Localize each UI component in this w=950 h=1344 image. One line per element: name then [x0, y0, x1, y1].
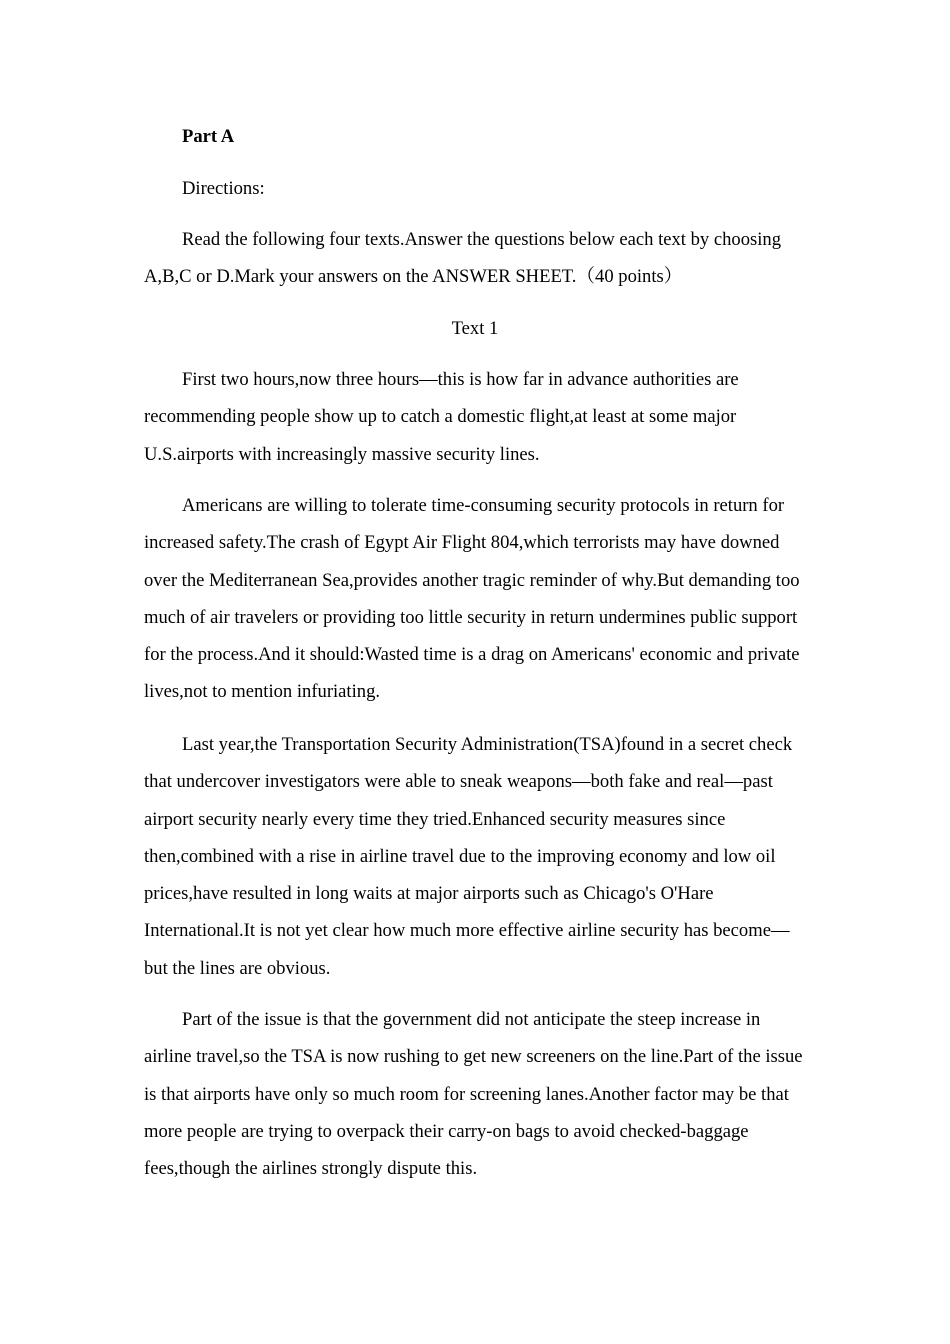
- directions-text: Read the following four texts.Answer the questions below each text by choosing A,B,C or D.Mark your answers on the ANSWER SHEET.（40 points）: [144, 229, 782, 288]
- paragraph-1: First two hours,now three hours—this is how far in advance authorities are recommending people show up to catch a domestic flight,at least at some major U.S.airports with increasingly massive security lines.: [144, 369, 739, 465]
- paragraph-2: Americans are willing to tolerate time-consuming security protocols in return for increased safety.The crash of Egypt Air Flight 804,which terrorists may have downed over the Mediterranean Sea,provides another tragic reminder of why.But demanding too much of air travelers or providing too little security in return undermines public support for the process.And it should:Wasted time is a drag on Americans' economic and private lives,not to mention infuriating.: [144, 495, 800, 703]
- directions-label: Directions:: [182, 178, 265, 199]
- paragraph-3: Last year,the Transportation Security Administration(TSA)found in a secret check that undercover investigators were able to sneak weapons—both fake and real—past airport security nearly every time they tried.Enhanced security measures since then,combined with a rise in airline travel due to the improving economy and low oil prices,have resulted in long waits at major airports such as Chicago's O'Hare International.It is not yet clear how much more effective airline security has become—but the lines are obvious.: [144, 734, 793, 979]
- paragraph-4: Part of the issue is that the government did not anticipate the steep increase in airline travel,so the TSA is now rushing to get new screeners on the line.Part of the issue is that airports have only so much room for screening lanes.Another factor may be that more people are trying to overpack their carry-on bags to avoid checked-baggage fees,though the airlines strongly dispute this.: [144, 1009, 803, 1180]
- text-title: Text 1: [451, 318, 499, 339]
- part-title: Part A: [182, 126, 235, 147]
